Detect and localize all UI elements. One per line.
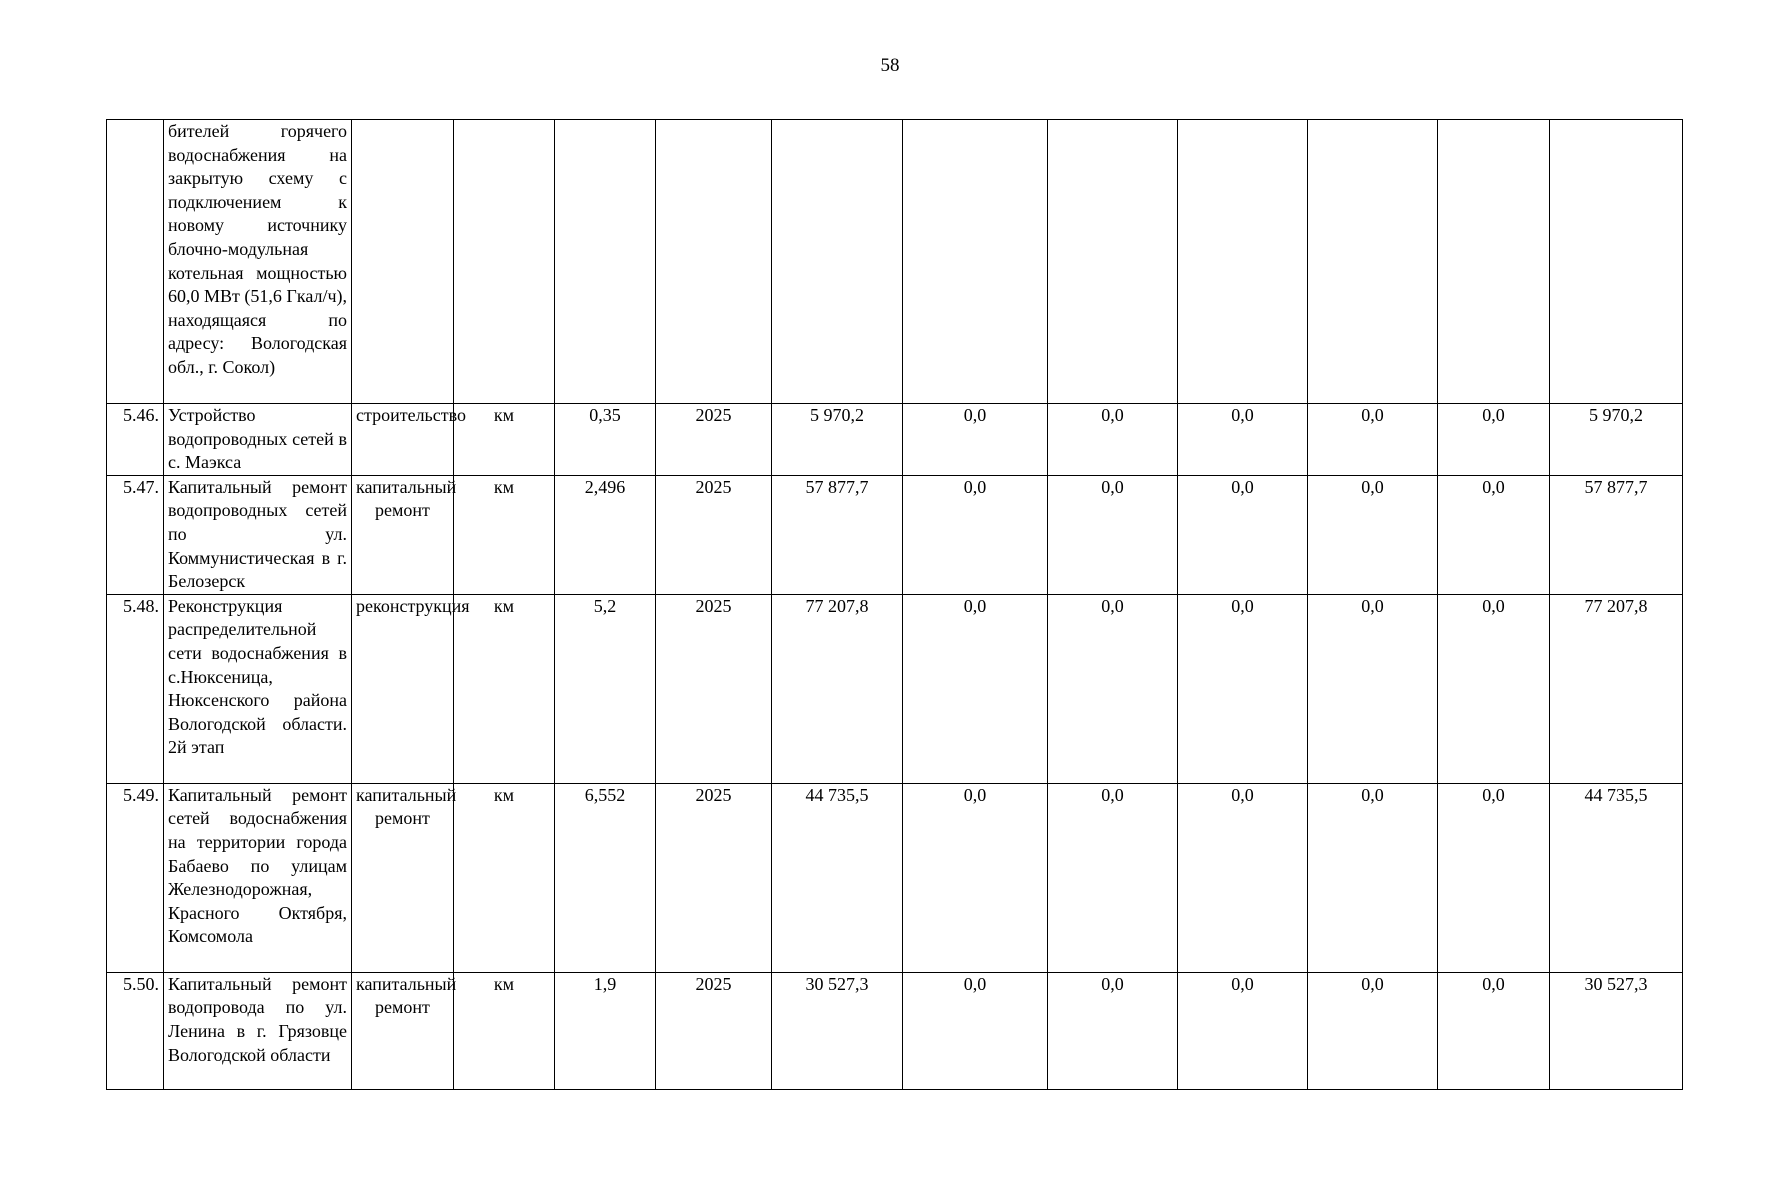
value-3: 0,0 xyxy=(1048,783,1178,972)
value-1: 5 970,2 xyxy=(772,404,903,476)
investment-table xyxy=(106,119,1683,1090)
page-number: 58 xyxy=(880,55,900,76)
value-5: 0,0 xyxy=(1308,972,1438,1089)
quantity: 0,35 xyxy=(555,404,656,476)
year: 2025 xyxy=(656,594,772,783)
measure-name: бителей горячего водоснабжения на закрытую схему с подключением к новому источнику блочно-модульная котельная мощностью 60,0 МВт (51,6 Гкал/ч), находящаяся по адресу: Вологодская обл., г. Сокол) xyxy=(164,120,352,404)
table-row xyxy=(107,972,1683,1089)
row-number: 5.48. xyxy=(107,594,164,783)
measure-name: Капитальный ремонт водопровода по ул. Ленина в г. Грязовце Вологодской области xyxy=(164,972,352,1089)
value-1: 57 877,7 xyxy=(772,475,903,594)
table-row xyxy=(107,475,1683,594)
table-row xyxy=(107,404,1683,476)
value-2: 0,0 xyxy=(903,783,1048,972)
unit: км xyxy=(454,475,555,594)
work-type: капитальный ремонт xyxy=(352,475,454,594)
work-type: строительство xyxy=(352,404,454,476)
value-5: 0,0 xyxy=(1308,783,1438,972)
value-3: 0,0 xyxy=(1048,404,1178,476)
measure-name: Устройство водопроводных сетей в с. Маэкса xyxy=(164,404,352,476)
row-number xyxy=(107,120,164,404)
value-4: 0,0 xyxy=(1178,783,1308,972)
table-row xyxy=(107,783,1683,972)
value-5: 0,0 xyxy=(1308,475,1438,594)
value-3: 0,0 xyxy=(1048,972,1178,1089)
year: 2025 xyxy=(656,783,772,972)
value-2: 0,0 xyxy=(903,594,1048,783)
value-1 xyxy=(772,120,903,404)
table-row xyxy=(107,594,1683,783)
value-6 xyxy=(1438,120,1550,404)
quantity xyxy=(555,120,656,404)
work-type: капитальный ремонт xyxy=(352,783,454,972)
value-2 xyxy=(903,120,1048,404)
value-5: 0,0 xyxy=(1308,404,1438,476)
unit: км xyxy=(454,783,555,972)
value-3: 0,0 xyxy=(1048,475,1178,594)
work-type: капитальный ремонт xyxy=(352,972,454,1089)
row-number: 5.46. xyxy=(107,404,164,476)
value-3 xyxy=(1048,120,1178,404)
table-row xyxy=(107,120,1683,404)
value-1: 77 207,8 xyxy=(772,594,903,783)
value-1: 30 527,3 xyxy=(772,972,903,1089)
value-5 xyxy=(1308,120,1438,404)
total-value xyxy=(1550,120,1683,404)
value-1: 44 735,5 xyxy=(772,783,903,972)
year: 2025 xyxy=(656,475,772,594)
row-number: 5.47. xyxy=(107,475,164,594)
measure-name: Реконструкция распределительной сети водоснабжения в с.Нюксеница, Нюксенского района Вологодской области. 2й этап xyxy=(164,594,352,783)
value-4: 0,0 xyxy=(1178,475,1308,594)
value-2: 0,0 xyxy=(903,404,1048,476)
value-6: 0,0 xyxy=(1438,783,1550,972)
year: 2025 xyxy=(656,404,772,476)
total-value: 77 207,8 xyxy=(1550,594,1683,783)
work-type xyxy=(352,120,454,404)
year: 2025 xyxy=(656,972,772,1089)
work-type: реконструкция xyxy=(352,594,454,783)
measure-name: Капитальный ремонт водопроводных сетей по ул. Коммунистическая в г. Белозерск xyxy=(164,475,352,594)
value-2: 0,0 xyxy=(903,972,1048,1089)
measure-name: Капитальный ремонт сетей водоснабжения на территории города Бабаево по улицам Железнодорожная, Красного Октября, Комсомола xyxy=(164,783,352,972)
row-number: 5.50. xyxy=(107,972,164,1089)
quantity: 2,496 xyxy=(555,475,656,594)
value-4: 0,0 xyxy=(1178,594,1308,783)
unit: км xyxy=(454,972,555,1089)
unit: км xyxy=(454,594,555,783)
quantity: 5,2 xyxy=(555,594,656,783)
quantity: 6,552 xyxy=(555,783,656,972)
total-value: 57 877,7 xyxy=(1550,475,1683,594)
value-4 xyxy=(1178,120,1308,404)
value-4: 0,0 xyxy=(1178,404,1308,476)
unit: км xyxy=(454,404,555,476)
value-6: 0,0 xyxy=(1438,594,1550,783)
unit xyxy=(454,120,555,404)
row-number: 5.49. xyxy=(107,783,164,972)
value-4: 0,0 xyxy=(1178,972,1308,1089)
value-3: 0,0 xyxy=(1048,594,1178,783)
total-value: 5 970,2 xyxy=(1550,404,1683,476)
value-5: 0,0 xyxy=(1308,594,1438,783)
value-2: 0,0 xyxy=(903,475,1048,594)
year xyxy=(656,120,772,404)
total-value: 30 527,3 xyxy=(1550,972,1683,1089)
value-6: 0,0 xyxy=(1438,475,1550,594)
quantity: 1,9 xyxy=(555,972,656,1089)
total-value: 44 735,5 xyxy=(1550,783,1683,972)
value-6: 0,0 xyxy=(1438,404,1550,476)
value-6: 0,0 xyxy=(1438,972,1550,1089)
